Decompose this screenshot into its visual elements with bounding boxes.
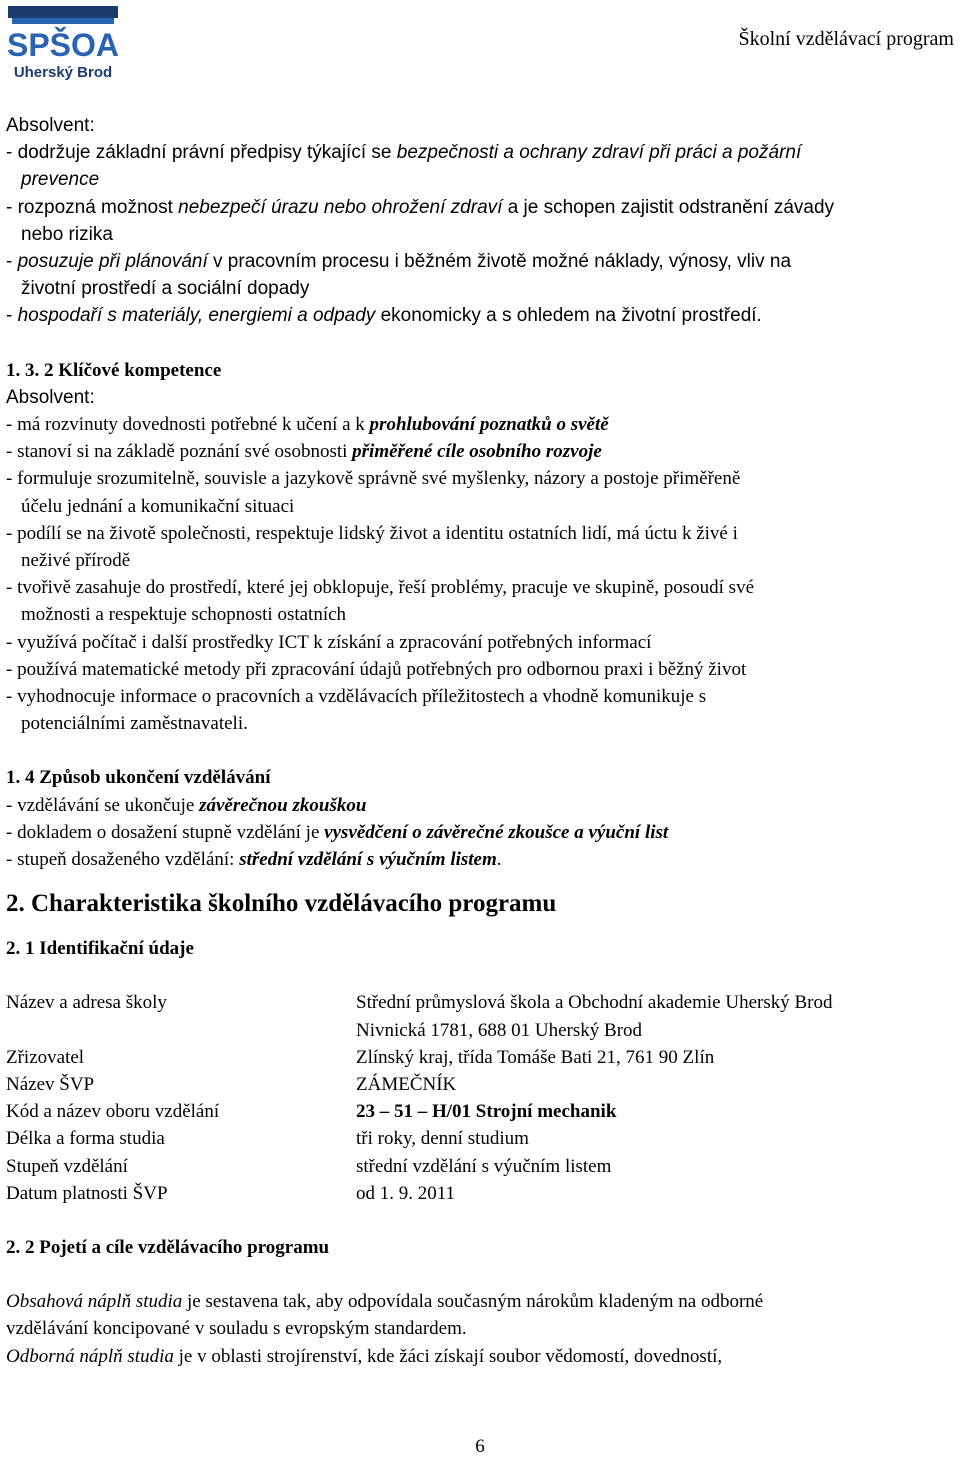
chapter-heading: 2. Charakteristika školního vzdělávacího programu — [6, 890, 557, 918]
table-row — [6, 1153, 952, 1180]
row-label: Název ŠVP — [6, 1074, 95, 1096]
row-value: ZÁMEČNÍK — [356, 1074, 457, 1096]
section-graduate-safety — [6, 112, 952, 330]
section-key-competences — [6, 357, 952, 738]
row-value: 23 – 51 – H/01 Strojní mechanik — [356, 1101, 617, 1123]
school-logo — [6, 4, 120, 84]
row-label: Zřizovatel — [6, 1046, 85, 1068]
list-item-continuation: nebo rizika — [21, 223, 113, 245]
list-item: - vzdělávání se ukončuje závěrečnou zkouškou — [6, 794, 367, 816]
list-item: - hospodaří s materiály, energiemi a odpady ekonomicky a s ohledem na životní prostředí. — [6, 305, 762, 327]
identification-table — [6, 989, 952, 1207]
page-number: 6 — [475, 1436, 485, 1457]
list-item-continuation: neživé přírodě — [21, 550, 131, 572]
row-value: tři roky, denní studium — [356, 1128, 529, 1150]
section-heading: 1. 4 Způsob ukončení vzdělávání — [6, 767, 271, 789]
paragraph-line: Obsahová náplň studia je sestavena tak, aby odpovídala současným nárokům kladeným na odborné — [6, 1291, 764, 1313]
table-row — [6, 989, 952, 1016]
document-title: Školní vzdělávací program — [738, 28, 954, 50]
list-item: - podílí se na životě společnosti, respektuje lidský život a identitu ostatních lidí, má úctu k živé i — [6, 522, 738, 544]
list-item-continuation: účelu jednání a komunikační situaci — [21, 495, 295, 517]
row-value: Zlínský kraj, třída Tomáše Bati 21, 761 90 Zlín — [356, 1046, 715, 1068]
table-row — [6, 1071, 952, 1098]
list-item: - formuluje srozumitelně, souvisle a jazykově správně své myšlenky, názory a postoje přiměřeně — [6, 468, 741, 490]
section-completion — [6, 764, 952, 873]
table-row — [6, 1098, 952, 1125]
table-row — [6, 1017, 952, 1044]
list-item: - vyhodnocuje informace o pracovních a vzdělávacích příležitostech a vhodně komunikuje s — [6, 686, 707, 708]
table-row — [6, 1180, 952, 1207]
row-value: Střední průmyslová škola a Obchodní akademie Uherský Brod — [356, 992, 833, 1014]
paragraph-line: vzdělávání koncipované v souladu s evropským standardem. — [6, 1318, 467, 1340]
graduate-label: Absolvent: — [6, 386, 95, 408]
list-item: - dodržuje základní právní předpisy týkající se bezpečnosti a ochrany zdraví při práci a požární — [6, 142, 802, 164]
list-item: - stupeň dosaženého vzdělání: střední vzdělání s výučním listem. — [6, 849, 502, 871]
document-body — [6, 112, 952, 1370]
row-value: od 1. 9. 2011 — [356, 1182, 456, 1204]
row-label: Stupeň vzdělání — [6, 1155, 128, 1177]
list-item-continuation: možnosti a respektuje schopnosti ostatních — [21, 604, 347, 626]
section-program-concept — [6, 1234, 952, 1370]
section-heading: 1. 3. 2 Klíčové kompetence — [6, 359, 222, 381]
list-item: - používá matematické metody při zpracování údajů potřebných pro odbornou praxi i běžný život — [6, 658, 747, 680]
list-item-continuation: životní prostředí a sociální dopady — [21, 278, 310, 300]
list-item-continuation: prevence — [21, 169, 100, 191]
row-label: Délka a forma studia — [6, 1128, 165, 1150]
paragraph-line: Odborná náplň studia je v oblasti strojírenství, kde žáci získají soubor vědomostí, dovedností, — [6, 1345, 723, 1367]
row-label: Kód a název oboru vzdělání — [6, 1101, 220, 1123]
row-value: Nivnická 1781, 688 01 Uherský Brod — [356, 1019, 643, 1041]
logo-stripe — [12, 18, 114, 24]
list-item: - má rozvinuty dovednosti potřebné k učení a k prohlubování poznatků o světě — [6, 414, 609, 436]
table-row — [6, 1125, 952, 1152]
row-label: Název a adresa školy — [6, 992, 167, 1014]
list-item: - tvořivě zasahuje do prostředí, které jej obklopuje, řeší problémy, pracuje ve skupině, posoudí své — [6, 577, 755, 599]
list-item: - využívá počítač i další prostředky ICT k získání a zpracování potřebných informací — [6, 631, 652, 653]
row-label: Datum platnosti ŠVP — [6, 1182, 168, 1204]
table-row — [6, 1044, 952, 1071]
list-item: - posuzuje při plánování v pracovním procesu i běžném životě možné náklady, výnosy, vliv na — [6, 251, 792, 273]
section-heading: 2. 1 Identifikační údaje — [6, 938, 194, 960]
list-item: - dokladem o dosažení stupně vzdělání je vysvědčení o závěrečné zkoušce a výuční list — [6, 821, 669, 843]
row-value: střední vzdělání s výučním listem — [356, 1155, 612, 1177]
list-item-continuation: potenciálními zaměstnavateli. — [21, 713, 248, 735]
list-item: - rozpozná možnost nebezpečí úrazu nebo ohrožení zdraví a je schopen zajistit odstranění závady — [6, 196, 835, 218]
logo-main-text: SPŠOA — [6, 27, 120, 63]
section-heading: 2. 2 Pojetí a cíle vzdělávacího programu — [6, 1236, 330, 1258]
logo-top-bar — [8, 6, 118, 18]
logo-sub-text: Uherský Brod — [13, 64, 113, 81]
list-item: - stanoví si na základě poznání své osobnosti přiměřené cíle osobního rozvoje — [6, 441, 602, 463]
graduate-label: Absolvent: — [6, 115, 95, 136]
